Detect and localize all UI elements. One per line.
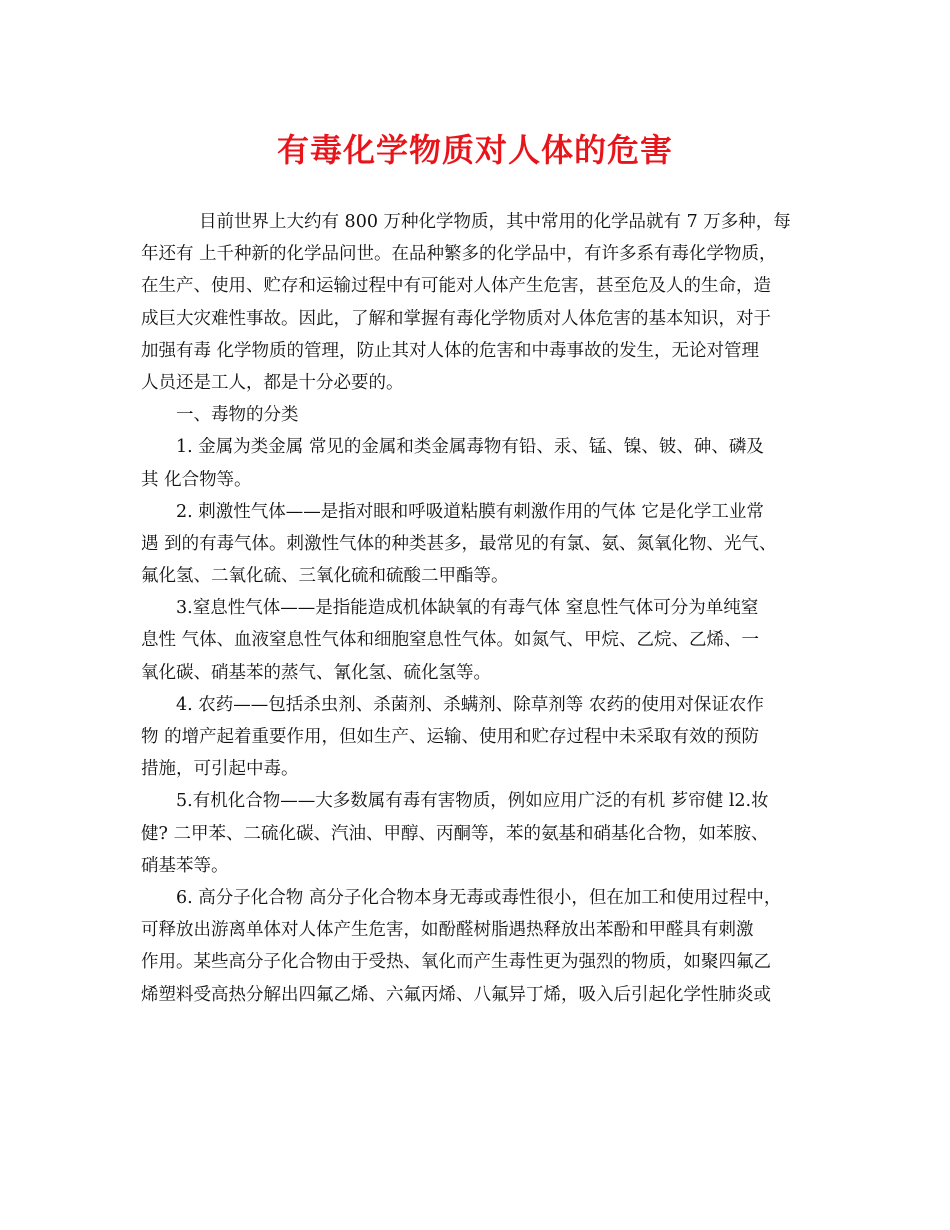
text-line: 其 化合物等。	[141, 469, 252, 490]
text-line: 遇 到的有毒气体。刺激性气体的种类甚多，最常见的有氯、氨、氮氧化物、光气、	[141, 533, 777, 554]
text-line: 物 的增产起着重要作用，但如生产、运输、使用和贮存过程中未采取有效的预防	[141, 727, 760, 747]
text-line: 成巨大灾难性事故。因此，了解和掌握有毒化学物质对人体危害的基本知识，对于	[141, 308, 771, 329]
text-line: 氧化碳、硝基苯的蒸气、氰化氢、硫化氢等。	[141, 662, 491, 683]
paragraph	[141, 785, 813, 882]
text-line: 人员还是工人，都是十分必要的。	[141, 372, 404, 393]
text-line: 1. 金属为类金属 常见的金属和类金属毒物有铅、汞、锰、镍、铍、砷、磷及	[176, 437, 764, 458]
paragraph	[141, 689, 813, 786]
text-line: 4. 农药——包括杀虫剂、杀菌剂、杀螨剂、除草剂等 农药的使用对保证农作	[176, 694, 764, 715]
paragraph	[141, 592, 813, 689]
text-line: 年还有 上千种新的化学品问世。在品种繁多的化学品中，有许多系有毒化学物质，	[141, 244, 777, 265]
document-body	[141, 206, 813, 1011]
text-line: 息性 气体、血液窒息性气体和细胞窒息性气体。如氮气、甲烷、乙烷、乙烯、一	[141, 630, 760, 651]
text-line: 2. 刺激性气体——是指对眼和呼吸道粘膜有刺激作用的气体 它是化学工业常	[176, 501, 764, 522]
text-line: 硝基苯等。	[141, 855, 229, 876]
text-line: 健? 二甲苯、二硫化碳、汽油、甲醇、丙酮等，苯的氨基和硝基化合物，如苯胺、	[141, 823, 769, 844]
text-line: 措施，可引起中毒。	[141, 759, 299, 780]
paragraph	[141, 496, 813, 593]
text-line: 可释放出游离单体对人体产生危害，如酚醛树脂遇热释放出苯酚和甲醛具有刺激	[141, 920, 754, 941]
text-line: 加强有毒 化学物质的管理，防止其对人体的危害和中毒事故的发生，无论对管理	[141, 340, 760, 361]
document-title: 有毒化学物质对人体的危害	[276, 131, 673, 169]
paragraph	[141, 399, 813, 431]
text-line: 一、毒物的分类	[176, 405, 299, 426]
text-line: 氟化氢、二氧化硫、三氧化硫和硫酸二甲酯等。	[141, 566, 509, 587]
text-line: 烯塑料受高热分解出四氟乙烯、六氟丙烯、八氟异丁烯，吸入后引起化学性肺炎或	[141, 984, 771, 1005]
text-line: 在生产、使用、贮存和运输过程中有可能对人体产生危害，甚至危及人的生命，造	[141, 276, 771, 297]
text-line: 目前世界上大约有 800 万种化学物质，其中常用的化学品就有 7 万多种，每	[199, 212, 791, 232]
paragraph	[141, 206, 813, 399]
text-line: 3.窒息性气体——是指能造成机体缺氧的有毒气体 窒息性气体可分为单纯窒	[176, 598, 759, 619]
paragraph	[141, 431, 813, 495]
text-line: 6. 高分子化合物 高分子化合物本身无毒或毒性很小，但在加工和使用过程中，	[176, 887, 782, 908]
text-line: 5.有机化合物——大多数属有毒有害物质，例如应用广泛的有机 芗帘健 l2.妆	[176, 791, 769, 812]
text-line: 作用。某些高分子化合物由于受热、氧化而产生毒性更为强烈的物质，如聚四氟乙	[141, 952, 771, 973]
paragraph	[141, 882, 813, 1011]
